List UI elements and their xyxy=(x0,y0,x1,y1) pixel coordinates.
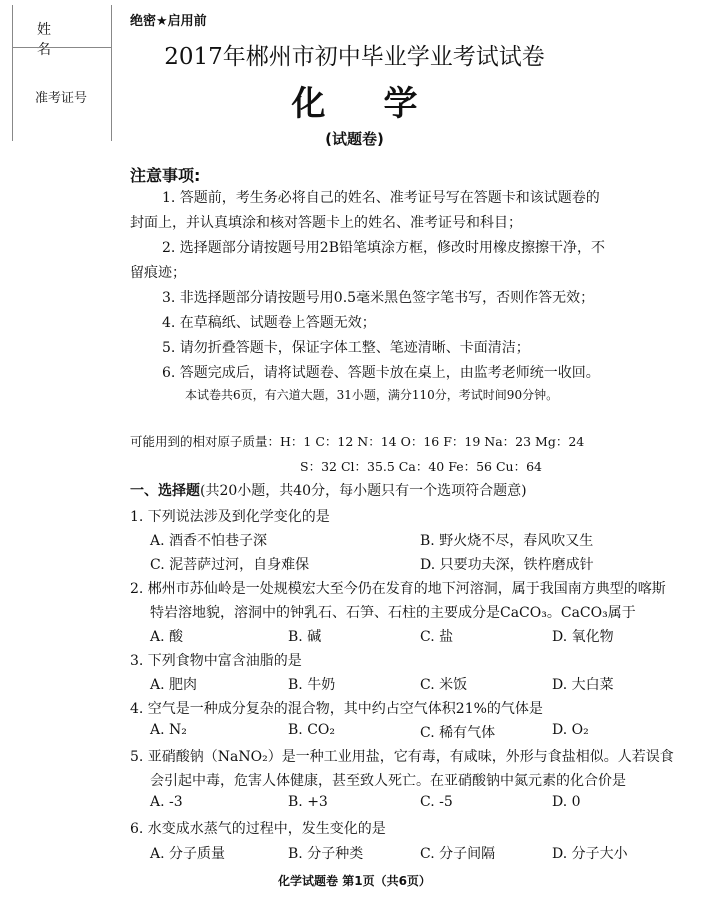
note-line: 6. 答题完成后，请将试题卷、答题卡放在桌上，由监考老师统一收回。 xyxy=(162,365,600,381)
secret-label: 绝密★启用前 xyxy=(130,14,207,29)
question-stem: 会引起中毒，危害人体健康，甚至致人死亡。在亚硝酸钠中氮元素的化合价是 xyxy=(150,773,626,789)
option-c: C. 稀有气体 xyxy=(420,725,496,741)
option-c: C. 盐 xyxy=(420,629,454,645)
option-a: A. -3 xyxy=(150,794,183,810)
option-d: D. 0 xyxy=(552,794,581,810)
note-line: 4. 在草稿纸、试题卷上答题无效； xyxy=(162,315,376,331)
question-stem: 6. 水变成水蒸气的过程中，发生变化的是 xyxy=(130,821,386,837)
question-stem: 特岩溶地貌，溶洞中的钟乳石、石笋、石柱的主要成分是CaCO₃。CaCO₃属于 xyxy=(150,605,636,621)
option-b: B. CO₂ xyxy=(288,722,335,738)
option-a: A. 肥肉 xyxy=(150,677,198,693)
note-line: 3. 非选择题部分请按题号用0.5毫米黑色签字笔书写，否则作答无效； xyxy=(162,290,595,306)
atomic-mass-line: S：32 Cl：35.5 Ca：40 Fe：56 Cu：64 xyxy=(300,459,542,474)
name-label: 姓 名 xyxy=(37,22,69,58)
section-heading xyxy=(130,480,527,500)
option-b: B. 野火烧不尽，春风吹又生 xyxy=(420,533,594,549)
option-b: B. 牛奶 xyxy=(288,677,336,693)
question-stem: 4. 空气是一种成分复杂的混合物，其中约占空气体积21%的气体是 xyxy=(130,701,543,717)
section-title: 一、选择题 xyxy=(130,483,200,499)
exam-id-label: 准考证号 xyxy=(35,91,88,106)
atomic-mass-line: 可能用到的相对原子质量：H：1 C：12 N：14 O：16 F：19 Na：23 Mg：24 xyxy=(130,434,585,449)
option-b: B. +3 xyxy=(288,794,328,810)
option-d: D. 氧化物 xyxy=(552,629,614,645)
option-d: D. O₂ xyxy=(552,722,589,738)
paper-type: (试题卷) xyxy=(325,130,384,148)
question-stem: 2. 郴州市苏仙岭是一处规模宏大至今仍在发育的地下河溶洞，属于我国南方典型的喀斯 xyxy=(130,581,666,597)
question-stem: 1. 下列说法涉及到化学变化的是 xyxy=(130,509,330,525)
option-a: A. 分子质量 xyxy=(150,846,226,862)
option-a: A. 酸 xyxy=(150,629,184,645)
note-line: 1. 答题前，考生务必将自己的姓名、准考证号写在答题卡和该试题卷的 xyxy=(162,190,600,206)
option-c: C. 米饭 xyxy=(420,677,468,693)
section-description: (共20小题，共40分，每小题只有一个选项符合题意) xyxy=(200,483,527,499)
option-b: B. 分子种类 xyxy=(288,846,364,862)
notes-heading: 注意事项: xyxy=(130,166,201,185)
note-line: 封面上，并认真填涂和核对答题卡上的姓名、准考证号和科目； xyxy=(130,215,522,231)
option-c: C. 泥菩萨过河，自身难保 xyxy=(150,557,310,573)
option-a: A. 酒香不怕巷子深 xyxy=(150,533,268,549)
option-c: C. 分子间隔 xyxy=(420,846,496,862)
exam-title: 2017年郴州市初中毕业学业考试试卷 xyxy=(164,44,545,70)
option-c: C. -5 xyxy=(420,794,453,810)
option-d: D. 大白菜 xyxy=(552,677,614,693)
subject-title: 化学 xyxy=(291,84,476,124)
note-line: 5. 请勿折叠答题卡，保证字体工整、笔迹清晰、卡面清洁； xyxy=(162,340,530,356)
note-line: 留痕迹； xyxy=(130,265,186,281)
option-a: A. N₂ xyxy=(150,722,187,738)
option-b: B. 碱 xyxy=(288,629,322,645)
question-stem: 3. 下列食物中富含油脂的是 xyxy=(130,653,302,669)
option-d: D. 只要功夫深，铁杵磨成针 xyxy=(420,557,594,573)
note-line: 2. 选择题部分请按题号用2B铅笔填涂方框，修改时用橡皮擦擦干净，不 xyxy=(162,240,606,256)
exam-summary: 本试卷共6页，有六道大题，31小题，满分110分，考试时间90分钟。 xyxy=(185,388,559,402)
page-footer: 化学试题卷 第1页（共6页） xyxy=(278,874,431,888)
question-stem: 5. 亚硝酸钠（NaNO₂）是一种工业用盐，它有毒，有咸味，外形与食盐相似。人若误食 xyxy=(130,749,674,765)
option-d: D. 分子大小 xyxy=(552,846,628,862)
